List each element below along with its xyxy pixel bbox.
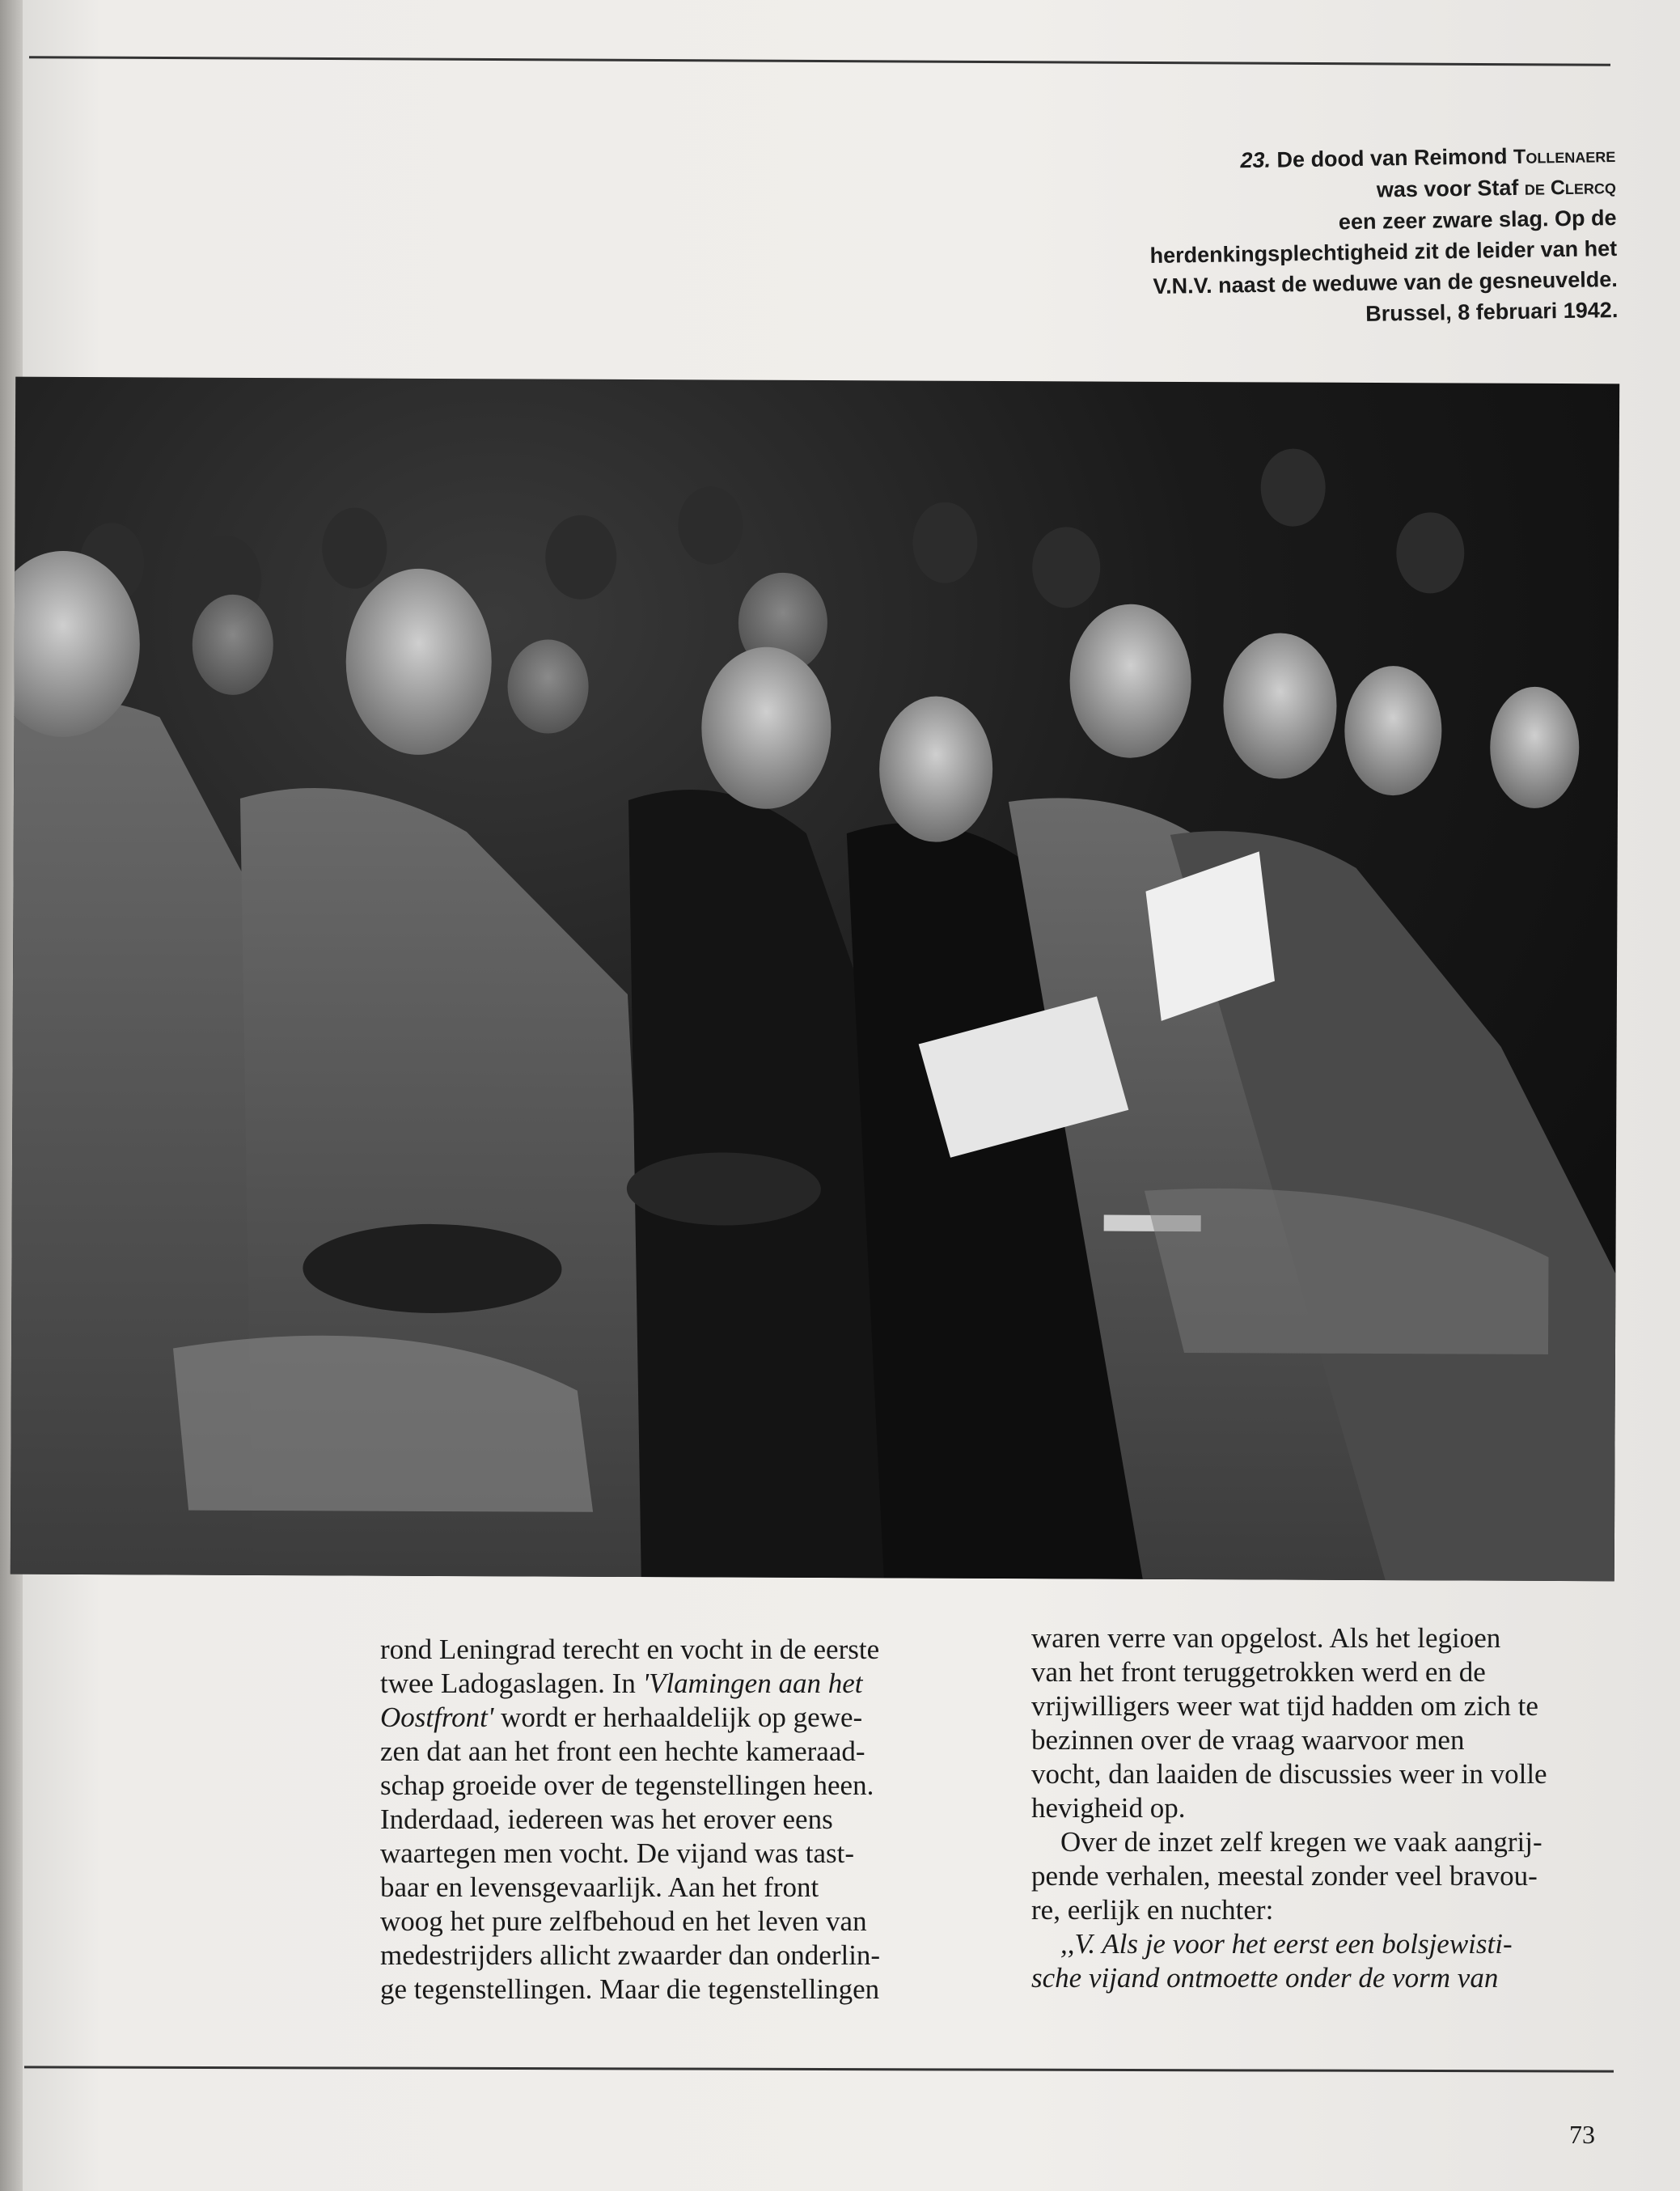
book-title-emphasis: Oostfront' bbox=[380, 1702, 494, 1733]
left-line: ge tegenstellingen. Maar die tegenstellingen bbox=[380, 1973, 880, 2005]
left-line: woog het pure zelfbehoud en het leven van bbox=[380, 1905, 867, 1937]
quote-line: sche vijand ontmoette onder de vorm van bbox=[1031, 1962, 1499, 1994]
bottom-rule bbox=[24, 2066, 1614, 2072]
left-line: Inderdaad, iedereen was het erover eens bbox=[380, 1803, 833, 1835]
historical-photograph bbox=[11, 377, 1619, 1582]
caption-name-tollenaere: Tollenaere bbox=[1513, 143, 1616, 168]
photo-illustration bbox=[11, 377, 1619, 1582]
caption-line-3: een zeer zware slag. Op de bbox=[1338, 205, 1617, 235]
left-line: baar en levensgevaarlijk. Aan het front bbox=[380, 1871, 819, 1903]
right-line: hevigheid op. bbox=[1031, 1792, 1186, 1824]
caption-line-5: V.N.V. naast de weduwe van de gesneuvelde. bbox=[1153, 266, 1618, 299]
left-line: zen dat aan het front een hechte kameraad- bbox=[380, 1735, 865, 1767]
quote-line: ,,V. Als je voor het eerst een bolsjewisti- bbox=[1060, 1928, 1513, 1960]
top-rule bbox=[29, 56, 1610, 66]
right-line: waren verre van opgelost. Als het legioen bbox=[1031, 1622, 1501, 1654]
left-line: rond Leningrad terecht en vocht in de eerste bbox=[380, 1634, 880, 1665]
caption-line-2: was voor Staf de Clercq bbox=[1376, 175, 1617, 202]
right-line: van het front teruggetrokken werd en de bbox=[1031, 1656, 1486, 1688]
right-line: re, eerlijk en nuchter: bbox=[1031, 1894, 1274, 1926]
right-line: vrijwilligers weer wat tijd hadden om zich te bbox=[1031, 1690, 1538, 1722]
right-line: vocht, dan laaiden de discussies weer in volle bbox=[1031, 1758, 1547, 1790]
book-title-emphasis: 'Vlamingen aan het bbox=[642, 1668, 863, 1699]
caption-number: 23. bbox=[1240, 147, 1272, 173]
photo-caption bbox=[952, 139, 1619, 336]
right-line: bezinnen over de vraag waarvoor men bbox=[1031, 1724, 1465, 1756]
left-line: waartegen men vocht. De vijand was tast- bbox=[380, 1837, 855, 1869]
caption-line-6: Brussel, 8 februari 1942. bbox=[1365, 297, 1619, 326]
text-column-left bbox=[380, 1633, 983, 2007]
left-line: schap groeide over de tegenstellingen heen. bbox=[380, 1769, 874, 1801]
right-line: Over de inzet zelf kregen we vaak aangrij- bbox=[1060, 1826, 1542, 1858]
caption-name-declercq: de Clercq bbox=[1524, 175, 1617, 200]
caption-line-4: herdenkingsplechtigheid zit de leider van het bbox=[1149, 235, 1618, 269]
page-number: 73 bbox=[1569, 2120, 1595, 2149]
left-line: medestrijders allicht zwaarder dan onderlin- bbox=[380, 1939, 881, 1971]
right-line: pende verhalen, meestal zonder veel bravou- bbox=[1031, 1860, 1538, 1892]
text-column-right bbox=[1031, 1621, 1634, 1995]
left-line: twee Ladogaslagen. In 'Vlamingen aan het bbox=[380, 1668, 863, 1699]
left-line: Oostfront' wordt er herhaaldelijk op gewe- bbox=[380, 1702, 863, 1733]
caption-line-1: 23. De dood van Reimond Tollenaere bbox=[1240, 143, 1616, 173]
